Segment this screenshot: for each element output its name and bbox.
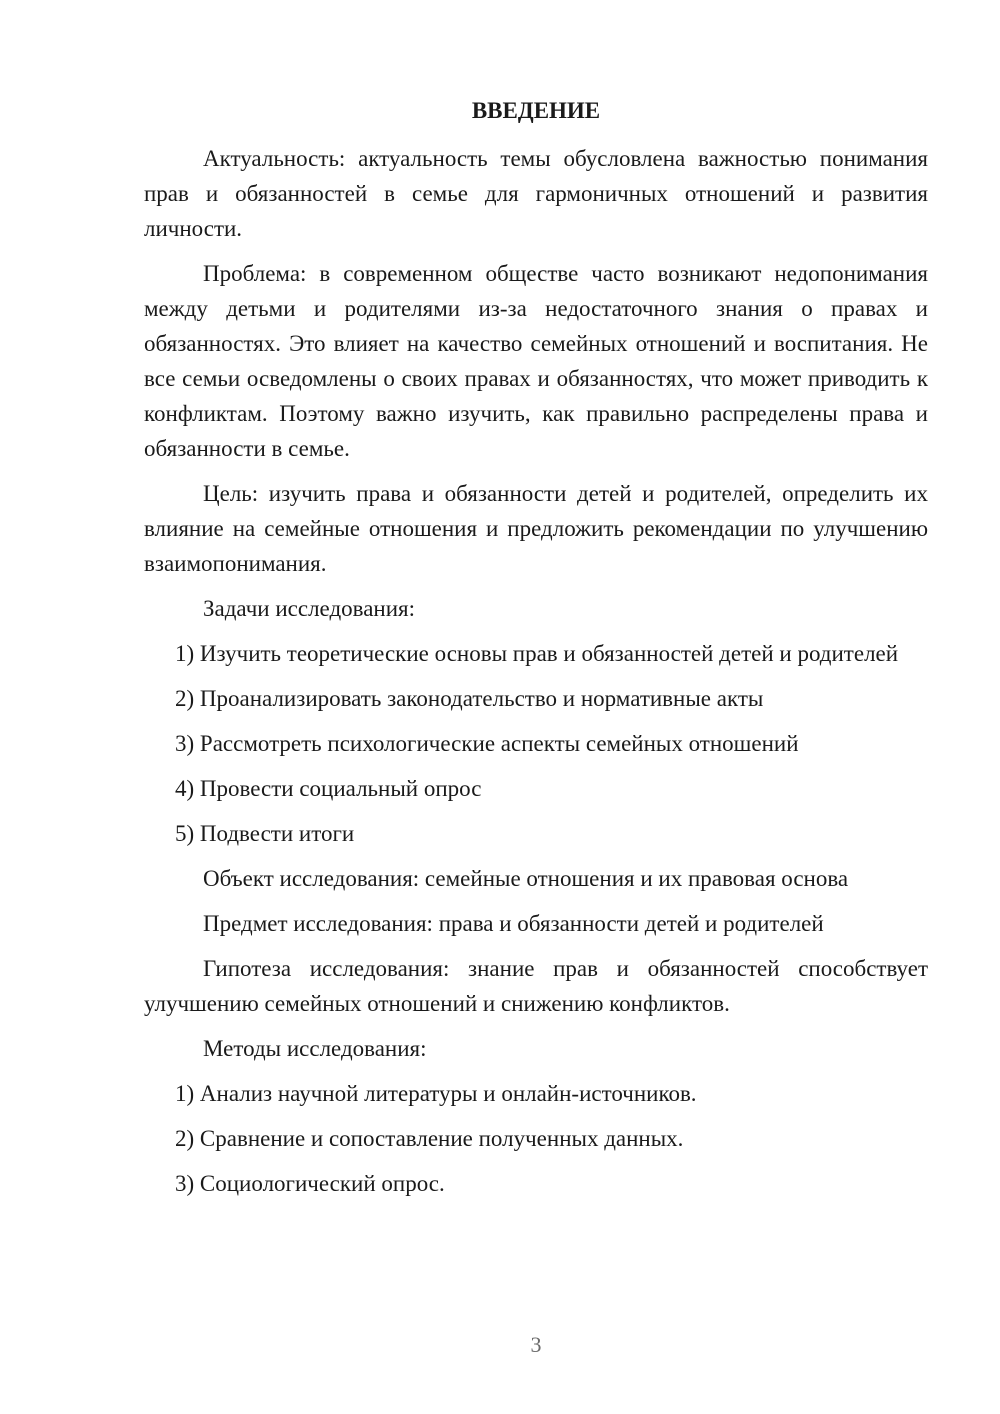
method-item: 3) Социологический опрос. — [175, 1171, 445, 1196]
document-page — [144, 96, 928, 1211]
task-item: 5) Подвести итоги — [175, 821, 355, 846]
object-paragraph: Объект исследования: семейные отношения и их правовая основа — [203, 866, 849, 891]
method-item: 2) Сравнение и сопоставление полученных данных. — [175, 1126, 684, 1151]
subject-paragraph: Предмет исследования: права и обязанности детей и родителей — [203, 911, 824, 936]
section-heading: ВВЕДЕНИЕ — [471, 98, 601, 123]
tasks-title: Задачи исследования: — [203, 596, 416, 621]
methods-title: Методы исследования: — [203, 1036, 427, 1061]
task-item: 1) Изучить теоретические основы прав и обязанностей детей и родителей — [175, 641, 899, 666]
problem-paragraph: Проблема: в современном обществе часто возникают недопонимания между детьми и родителями из-за недостаточного знания о правах и обязанностях. Это влияет на качество семейных отношений и воспитания. Не все семьи осведомлены о своих правах и обязанностях, что может приводить к конфликтам. Поэтому важно изучить, как правильно распределены права и обязанности в семье. — [144, 261, 928, 461]
task-item: 2) Проанализировать законодательство и нормативные акты — [175, 686, 764, 711]
task-item: 3) Рассмотреть психологические аспекты семейных отношений — [175, 731, 799, 756]
method-item: 1) Анализ научной литературы и онлайн-источников. — [175, 1081, 697, 1106]
hypothesis-paragraph: Гипотеза исследования: знание прав и обязанностей способствует улучшению семейных отношений и снижению конфликтов. — [144, 956, 928, 1016]
goal-paragraph: Цель: изучить права и обязанности детей и родителей, определить их влияние на семейные отношения и предложить рекомендации по улучшению взаимопонимания. — [144, 481, 928, 576]
relevance-paragraph: Актуальность: актуальность темы обусловлена важностью понимания прав и обязанностей в семье для гармоничных отношений и развития личности. — [144, 146, 928, 241]
task-item: 4) Провести социальный опрос — [175, 776, 482, 801]
page-number: 3 — [530, 1332, 542, 1357]
